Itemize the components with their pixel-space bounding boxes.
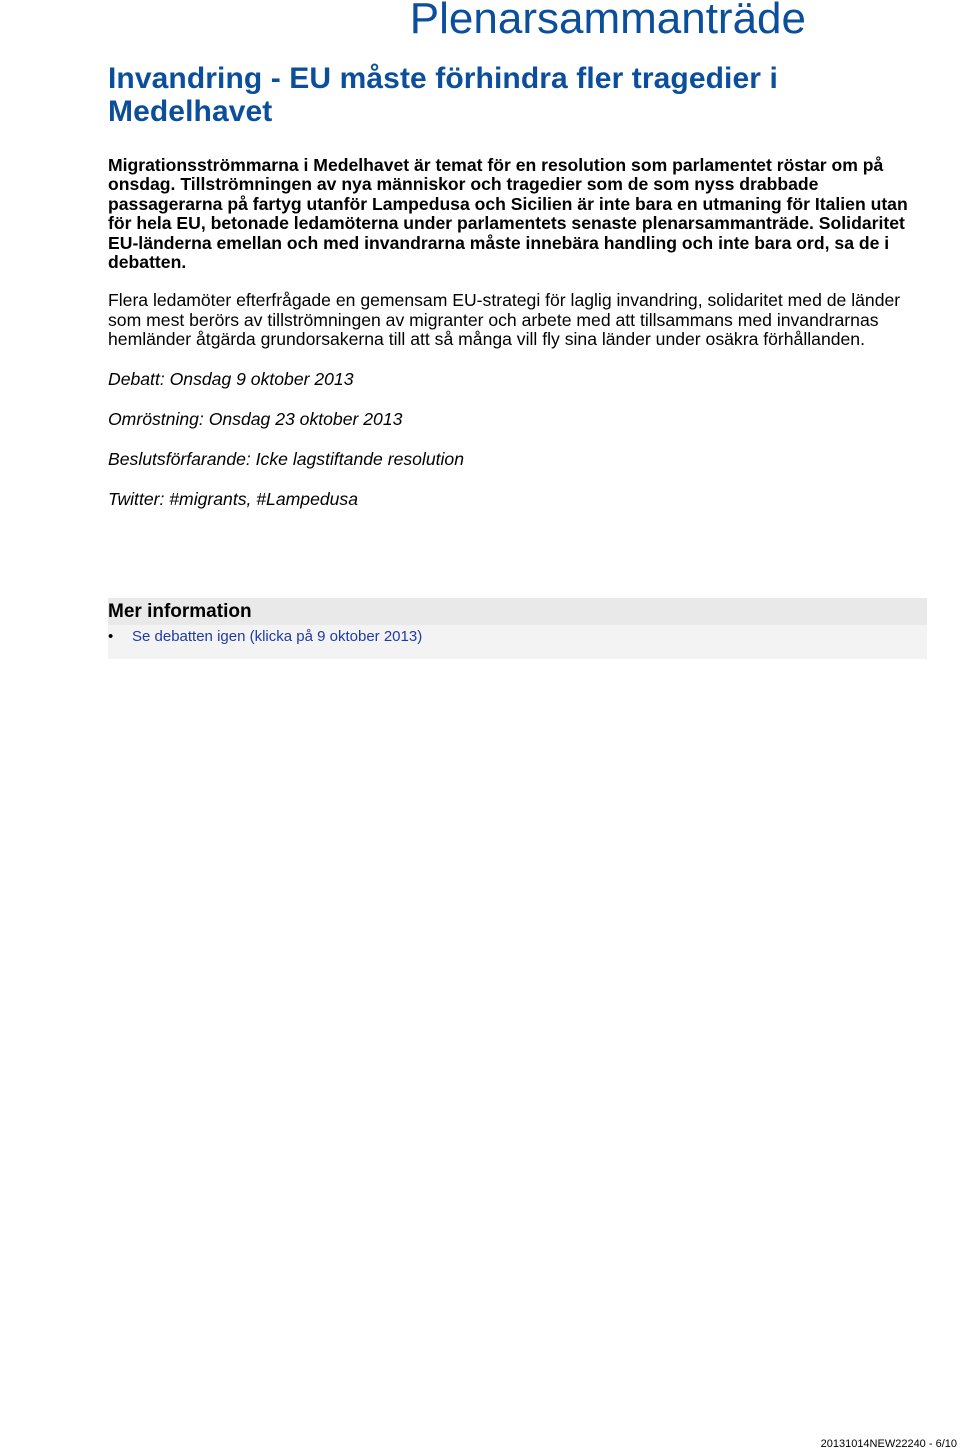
twitter-tags: Twitter: #migrants, #Lampedusa [108,488,359,509]
debate-replay-link[interactable]: Se debatten igen (klicka på 9 oktober 2013) [132,628,423,645]
debate-date: Debatt: Onsdag 9 oktober 2013 [108,368,354,389]
article-title: Invandring - EU måste förhindra fler tragedier i Medelhavet [108,62,778,128]
page-section-title: Plenarsammanträde [409,0,806,43]
more-info-box [108,598,927,659]
article-lead: Migrationsströmmarna i Medelhavet är temat för en resolution som parlamentet röstar om på onsdag. Tillströmningen av nya människor och tragedier som de som nyss drabbade passagerarna på fartyg utanför Lampedusa och Sicilien är inte bara en utmaning för Italien utan för hela EU, betonade ledamöterna under parlamentets senaste plenarsammanträde. Solidaritet EU-länderna emellan och med invandrarna måste innebära handling och inte bara ord, sa de i debatten. [108,155,908,273]
bullet-icon: • [108,628,114,645]
more-info-list [108,625,927,659]
procedure: Beslutsförfarande: Icke lagstiftande resolution [108,448,464,469]
vote-date: Omröstning: Onsdag 23 oktober 2013 [108,408,403,429]
list-item [108,627,927,647]
article-body: Flera ledamöter efterfrågade en gemensam EU-strategi för laglig invandring, solidaritet med de länder som mest berörs av tillströmningen av migranter och arbete med att tillsammans med invandrarnas hemländer åtgärda grundorsakerna till att så många vill fly sina länder under osäkra förhållanden. [108,290,901,350]
document-id: 20131014NEW22240 - 6/10 [820,1438,957,1450]
more-info-title: Mer information [108,598,927,625]
article [108,62,928,529]
